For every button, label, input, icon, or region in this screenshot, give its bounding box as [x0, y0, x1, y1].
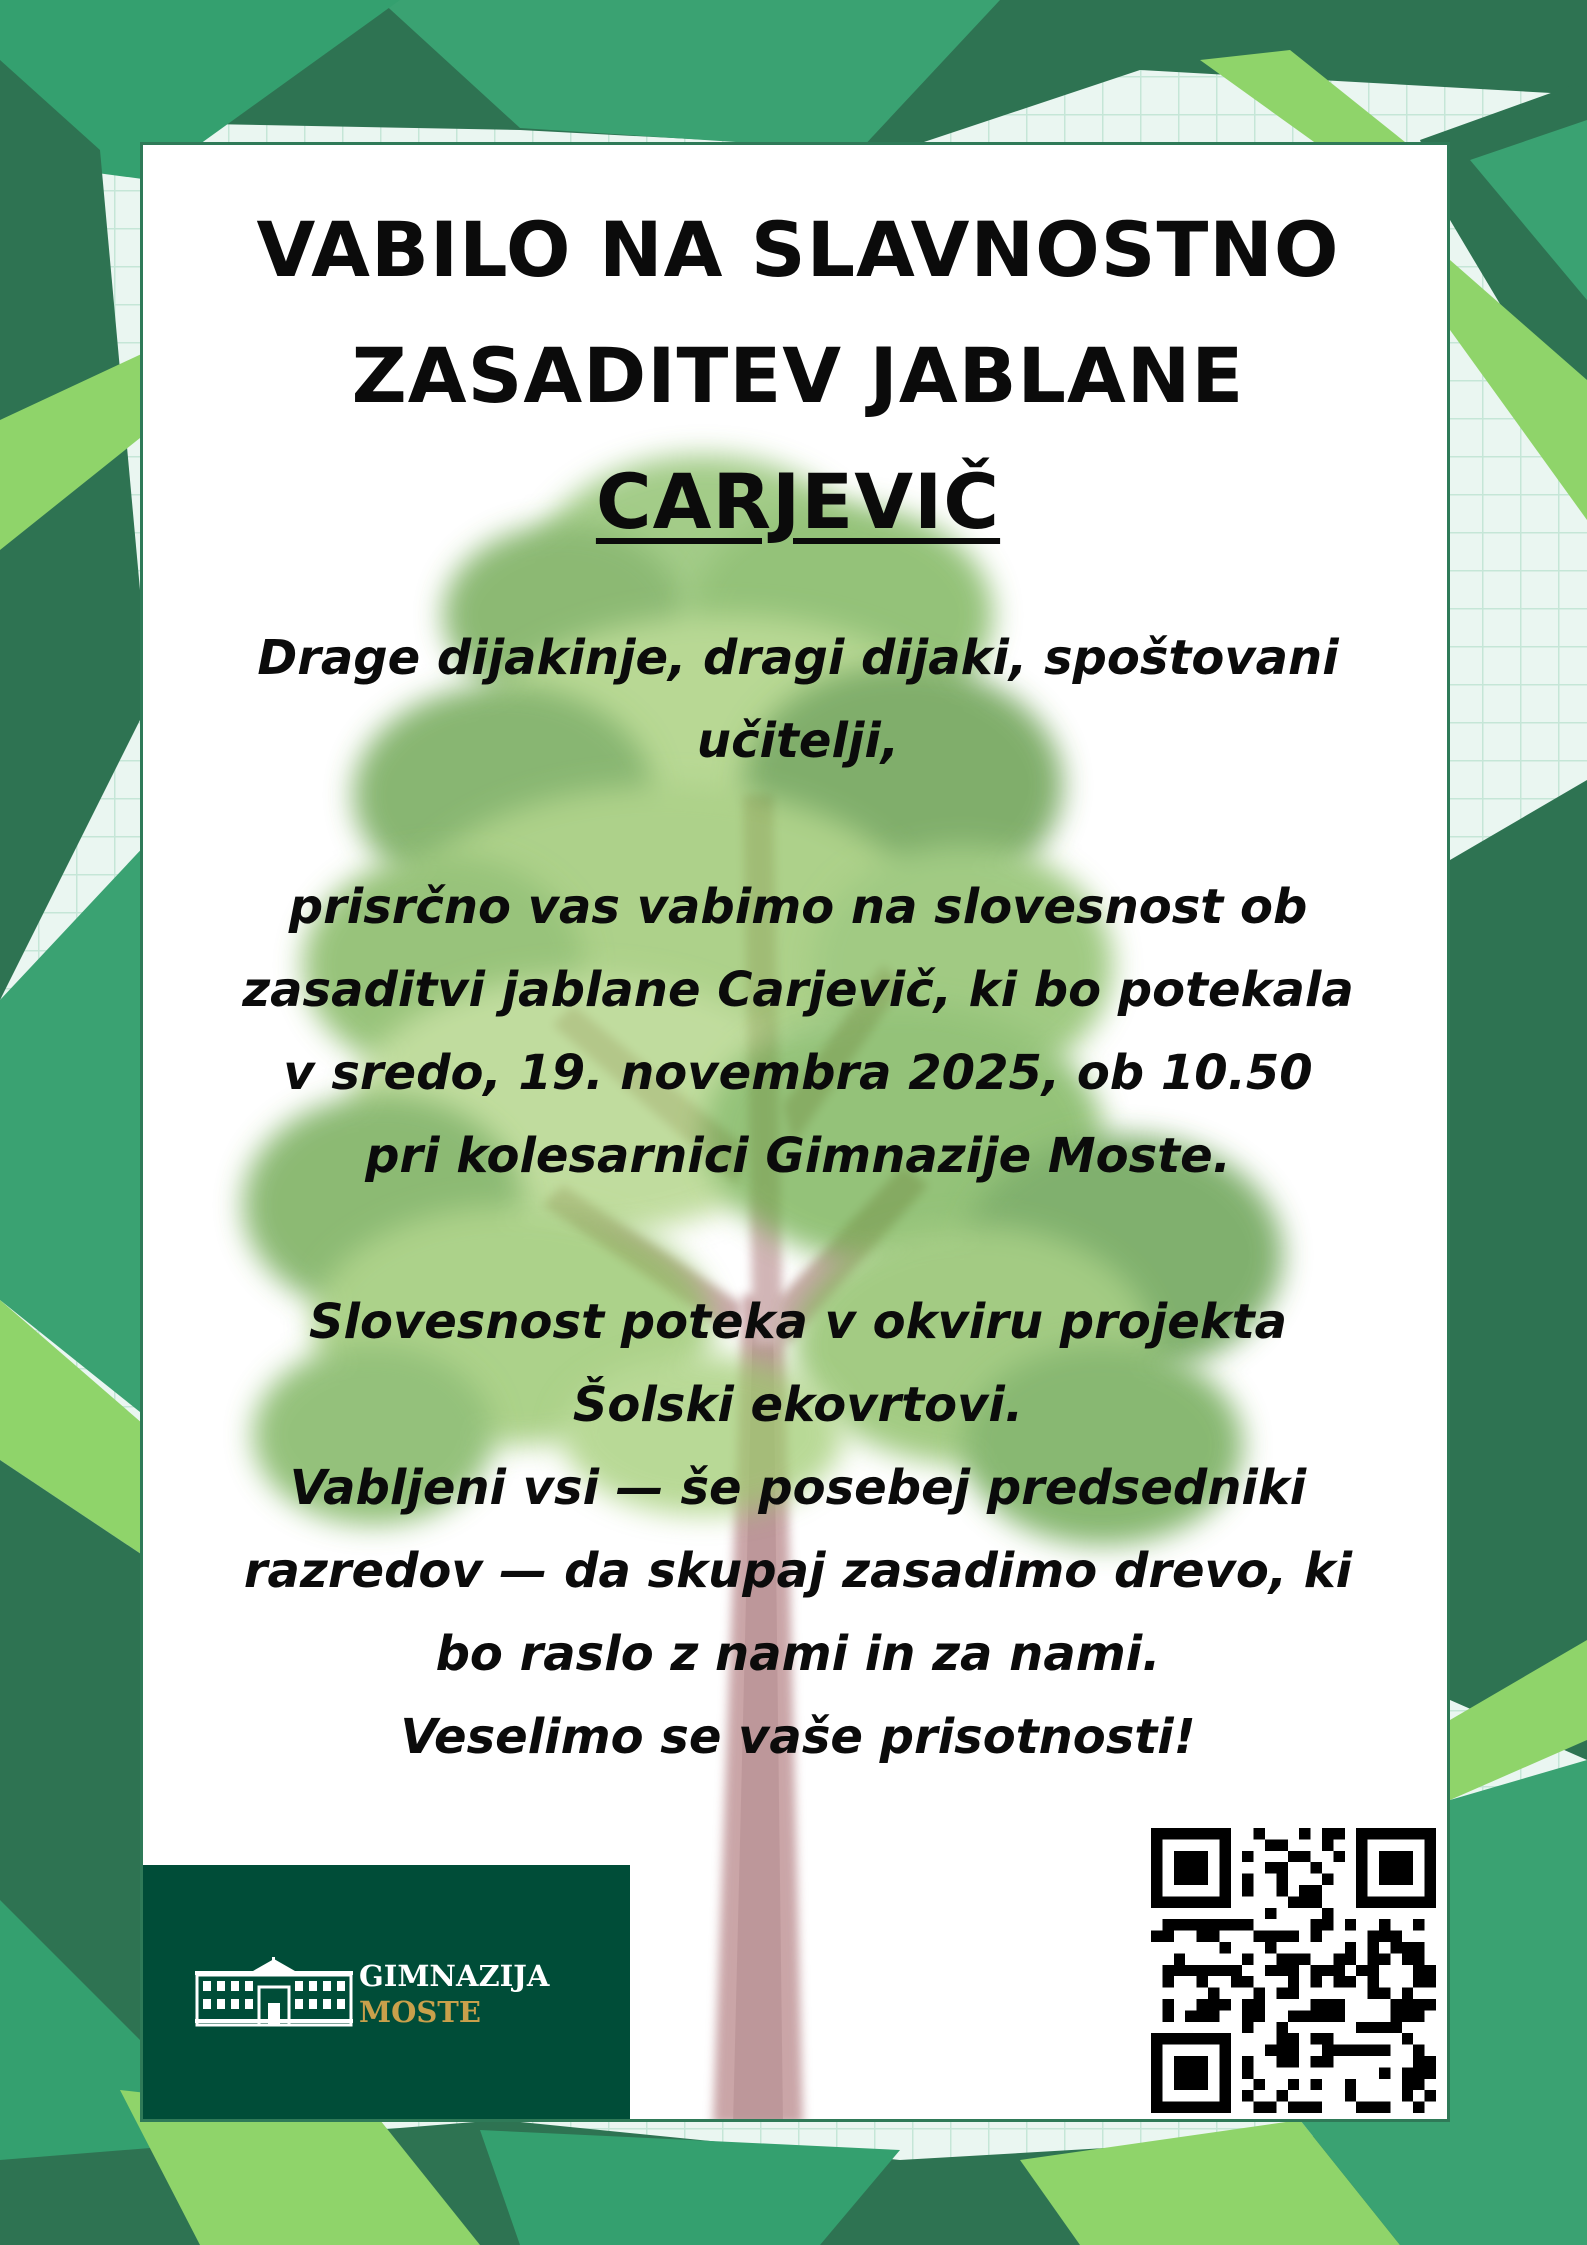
invite-line-4: pri kolesarnici Gimnazije Moste.: [365, 1128, 1231, 1184]
title-line-3: [143, 439, 1450, 565]
logo-line-2: MOSTE: [359, 1995, 481, 2029]
greeting-line-2: učitelji,: [696, 713, 900, 769]
call-line-1: Vabljeni vsi — še posebej predsedniki: [289, 1460, 1307, 1516]
invitation-text: [143, 145, 1450, 1779]
invite-line-3: v sredo, 19. novembra 2025, ob 10.50: [283, 1045, 1313, 1101]
call-line-3: bo raslo z nami in za nami.: [435, 1626, 1161, 1682]
logo-line-1: GIMNAZIJA: [359, 1959, 550, 1993]
title-line-1: VABILO NA SLAVNOSTNO: [256, 205, 1340, 294]
school-building-icon: [195, 1957, 353, 2027]
call-line-2: razredov — da skupaj zasadimo drevo, ki: [243, 1543, 1353, 1599]
logo-text: [359, 1958, 549, 2030]
closing-line: Veselimo se vaše prisotnosti!: [400, 1709, 1196, 1765]
school-logo: [143, 1865, 630, 2119]
qr-code[interactable]: [1151, 1828, 1436, 2113]
invite-line-2: zasaditvi jablane Carjevič, ki bo potekala: [242, 962, 1354, 1018]
invitation-card: [140, 142, 1450, 2122]
project-line-1: Slovesnost poteka v okviru projekta: [308, 1294, 1288, 1350]
tree-name: CARJEVIČ: [595, 457, 1001, 546]
title-line-2: ZASADITEV JABLANE: [351, 331, 1245, 420]
project-line-2: Šolski ekovrtovi.: [572, 1377, 1024, 1433]
invitation-body: [143, 617, 1450, 1779]
greeting-line-1: Drage dijakinje, dragi dijaki, spoštovani: [257, 630, 1339, 686]
invite-line-1: prisrčno vas vabimo na slovesnost ob: [288, 879, 1308, 935]
